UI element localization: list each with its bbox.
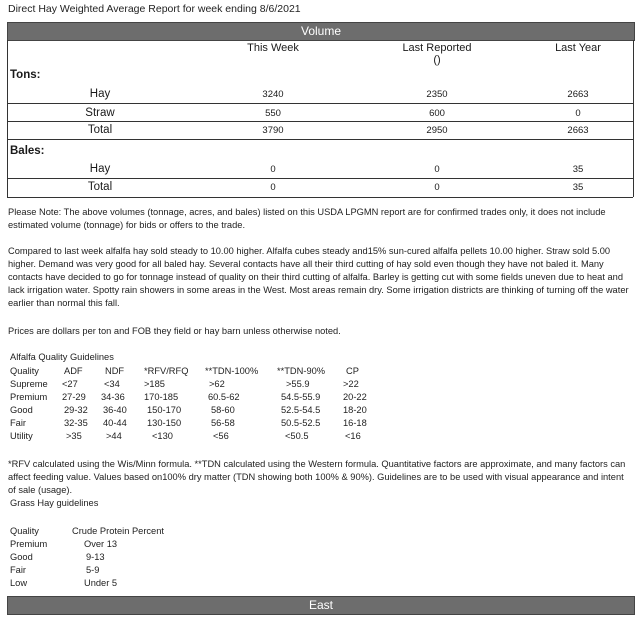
alfalfa-cell: <56 (213, 431, 229, 441)
alfalfa-cell: 18-20 (343, 405, 367, 415)
alfalfa-cell: <16 (345, 431, 361, 441)
alfalfa-header: **TDN-90% (277, 366, 326, 376)
alfalfa-cell: Utility (10, 431, 33, 441)
alfalfa-cell: Supreme (10, 379, 48, 389)
table-bottom-border (7, 197, 633, 198)
volume-banner: Volume (7, 22, 635, 41)
alfalfa-cell: <34 (104, 379, 120, 389)
alfalfa-cell: 32-35 (64, 418, 88, 428)
grass-title: Grass Hay guidelines (10, 498, 99, 508)
row-divider (7, 178, 633, 179)
row-divider (7, 139, 633, 140)
grass-cell: Fair (10, 565, 27, 575)
alfalfa-cell: >55.9 (286, 379, 310, 389)
alfalfa-cell: 58-60 (211, 405, 235, 415)
alfalfa-cell: 29-32 (64, 405, 88, 415)
alfalfa-header: NDF (105, 366, 125, 376)
prices-note: Prices are dollars per ton and FOB they field or hay barn unless otherwise noted. (8, 326, 341, 336)
col-last-reported-sub: () (433, 54, 441, 66)
alfalfa-cell: 50.5-52.5 (281, 418, 321, 428)
guidelines-footnote: *RFV calculated using the Wis/Minn formula. **TDN calculated using the Western formula. Quantitative factors are approximate, and many factors can affect feeding value. Values based on100% dry matter (TDN showing both 100% & 90%). Guidelines are to be used with visual appearance and intent of sale (usage). (8, 459, 626, 495)
tons-cell: 2663 (567, 89, 589, 100)
east-banner: East (7, 596, 635, 615)
bales-total-cell: 35 (572, 182, 584, 193)
volume-note: Please Note: The above volumes (tonnage, acres, and bales) listed on this USDA LPGMN report are for confirmed trades only, it does not include estimated volume (tonnage) for bids or offers to the trade. (8, 207, 606, 230)
bales-cell: 35 (572, 164, 584, 175)
alfalfa-header: Quality (10, 366, 39, 376)
tons-cell: 2350 (426, 89, 448, 100)
bales-label: Bales: (10, 145, 45, 157)
bales-cell: 0 (434, 164, 440, 175)
tons-row-label: Straw (85, 107, 115, 119)
grass-cell: Over 13 (84, 539, 118, 549)
alfalfa-cell: >62 (209, 379, 225, 389)
tons-cell: 0 (575, 108, 581, 119)
bales-total-label: Total (87, 181, 113, 193)
market-summary: Compared to last week alfalfa hay sold steady to 10.00 higher. Alfalfa cubes steady and15% sun-cured alfalfa pellets 10.00 higher. Straw sold 5.00 higher. Demand was very good for all baled hay. Several contacts have all their third cutting of hay sold even though they have not baled it. Many contacts have decided to go for tonnage instead of quality on their third cutting of alfalfa. Barley is getting cut with some fields uneven due to heat and lack irrigation water. Spotty rain showers in some areas in the West. Most areas remain dry. Some irrigation districts are thinking of turning off the water earlier than normal this fall. (8, 246, 629, 308)
grass-cell: Premium (10, 539, 48, 549)
tons-row-label: Hay (89, 88, 111, 100)
row-divider (7, 121, 633, 122)
alfalfa-cell: Premium (10, 392, 48, 402)
alfalfa-cell: >22 (343, 379, 359, 389)
grass-header: Crude Protein Percent (72, 526, 164, 536)
alfalfa-header: CP (346, 366, 359, 376)
tons-total-cell: 2950 (426, 125, 448, 136)
alfalfa-cell: 60.5-62 (208, 392, 240, 402)
alfalfa-cell: Fair (10, 418, 27, 428)
alfalfa-title: Alfalfa Quality Guidelines (10, 352, 114, 362)
alfalfa-cell: 27-29 (62, 392, 86, 402)
grass-cell: Under 5 (84, 578, 118, 588)
alfalfa-cell: 54.5-55.9 (281, 392, 321, 402)
bales-cell: 0 (270, 164, 276, 175)
alfalfa-cell: Good (10, 405, 33, 415)
table-right-border (633, 40, 634, 197)
alfalfa-cell: 36-40 (103, 405, 127, 415)
grass-cell: 5-9 (86, 565, 100, 575)
tons-cell: 550 (265, 108, 281, 119)
alfalfa-cell: 170-185 (144, 392, 179, 402)
grass-cell: 9-13 (86, 552, 105, 562)
grass-cell: Low (10, 578, 28, 588)
tons-cell: 600 (429, 108, 445, 119)
alfalfa-cell: >44 (106, 431, 122, 441)
report-title: Direct Hay Weighted Average Report for week ending 8/6/2021 (8, 3, 301, 15)
table-left-border (7, 40, 8, 197)
alfalfa-cell: 52.5-54.5 (281, 405, 321, 415)
col-last-year: Last Year (555, 42, 601, 54)
bales-total-cell: 0 (434, 182, 440, 193)
alfalfa-header: *RFV/RFQ (144, 366, 189, 376)
col-last-reported: Last Reported (402, 42, 472, 54)
bales-total-cell: 0 (270, 182, 276, 193)
alfalfa-header: ADF (64, 366, 83, 376)
grass-header: Quality (10, 526, 39, 536)
tons-total-label: Total (87, 124, 113, 136)
alfalfa-cell: <50.5 (285, 431, 309, 441)
alfalfa-cell: >185 (144, 379, 165, 389)
tons-total-cell: 2663 (567, 125, 589, 136)
alfalfa-cell: 16-18 (343, 418, 367, 428)
alfalfa-cell: >35 (66, 431, 82, 441)
tons-label: Tons: (10, 69, 41, 81)
col-this-week: This Week (247, 42, 299, 54)
alfalfa-cell: 56-58 (211, 418, 235, 428)
row-divider (7, 103, 633, 104)
alfalfa-cell: 34-36 (101, 392, 125, 402)
alfalfa-cell: 40-44 (103, 418, 127, 428)
alfalfa-header: **TDN-100% (205, 366, 259, 376)
tons-cell: 3240 (262, 89, 284, 100)
alfalfa-cell: 130-150 (147, 418, 182, 428)
bales-row-label: Hay (89, 163, 111, 175)
alfalfa-cell: <130 (152, 431, 173, 441)
alfalfa-cell: <27 (62, 379, 78, 389)
tons-total-cell: 3790 (262, 125, 284, 136)
alfalfa-cell: 150-170 (147, 405, 182, 415)
alfalfa-cell: 20-22 (343, 392, 367, 402)
grass-cell: Good (10, 552, 33, 562)
